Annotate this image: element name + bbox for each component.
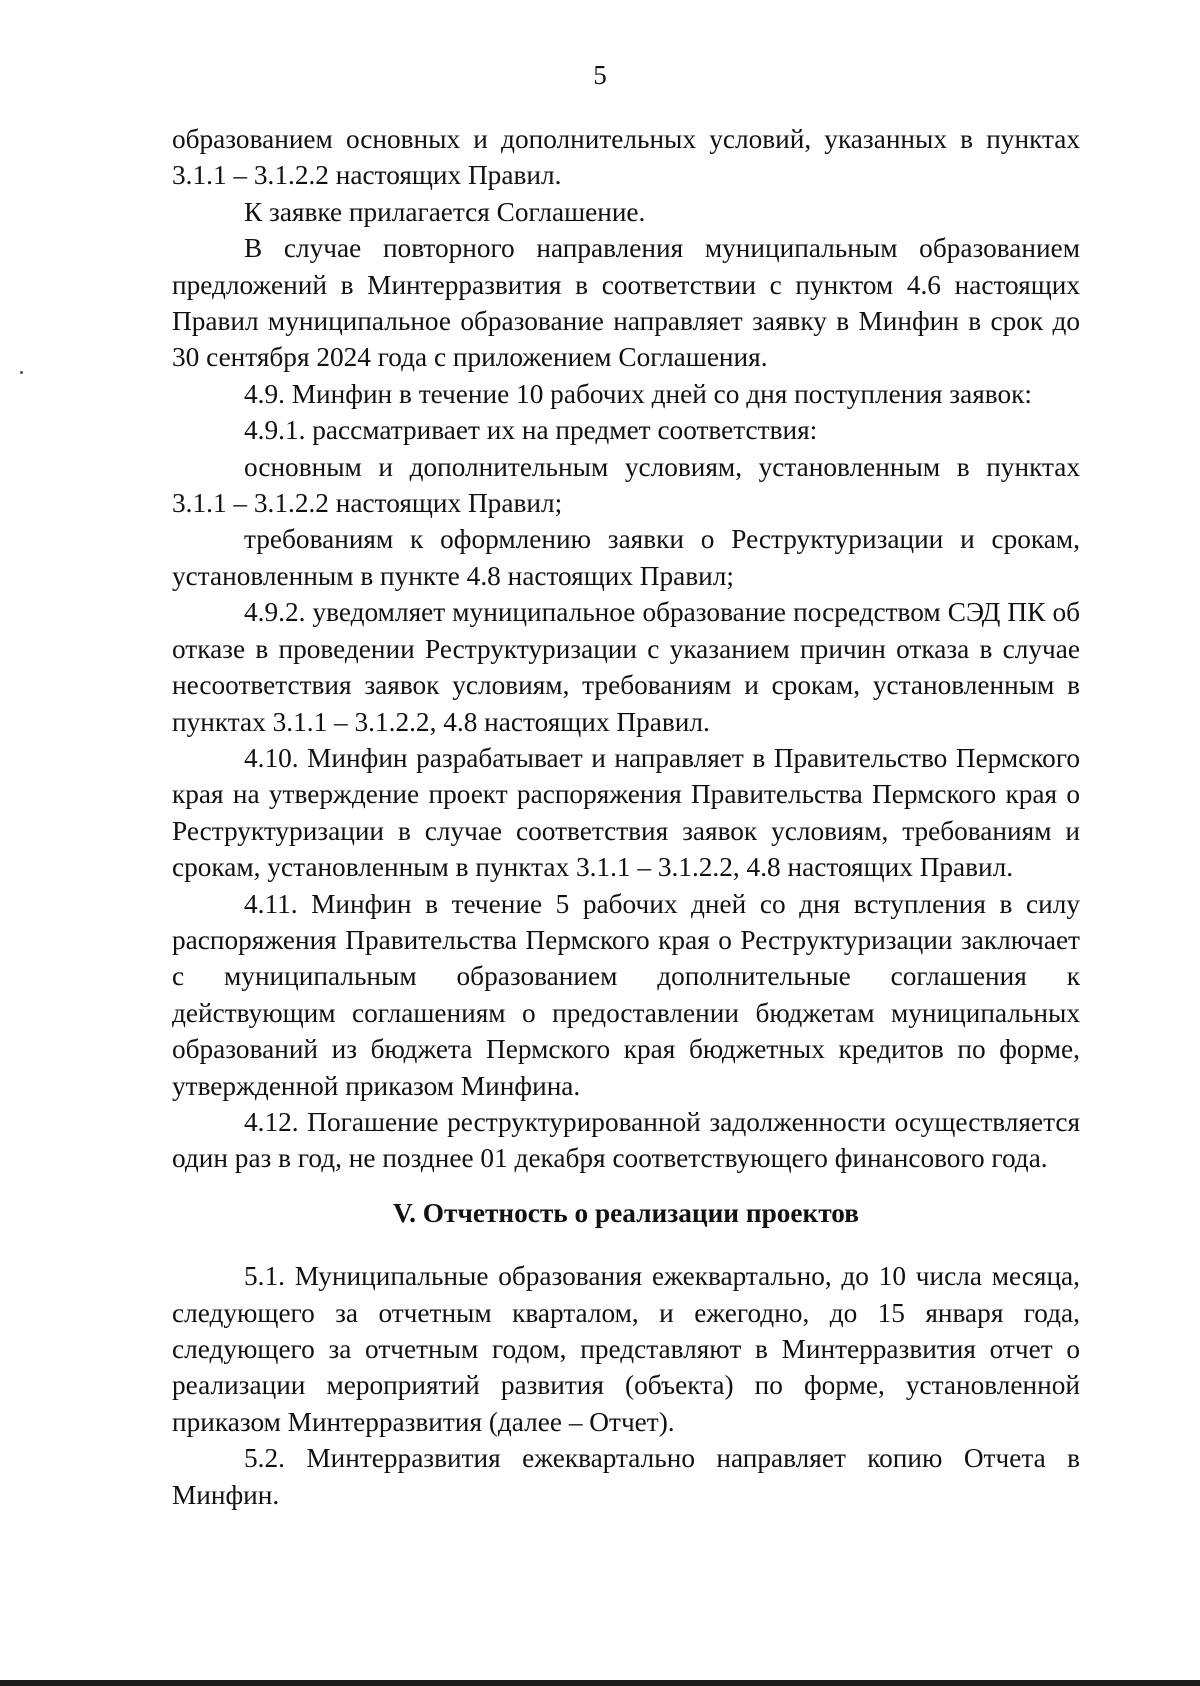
paragraph: требованиям к оформлению заявки о Реструктуризации и срокам, установленным в пункте 4.8 настоящих Правил; [172, 524, 1080, 591]
paragraph: В случае повторного направления муниципальным образованием предложений в Минтерразвития в соответствии с пунктом 4.6 настоящих Правил муниципальное образование направляет заявку в Минфин в срок до 30 сентября 2024 года с приложением Соглашения. [172, 233, 1080, 373]
clause-4-11: 4.11. Минфин в течение 5 рабочих дней со дня вступления в силу распоряжения Правительства Пермского края о Реструктуризации заключает с муниципальным образованием дополнительные соглашения к действующим соглашениям о предоставлении бюджетам муниципальных образований из бюджета Пермского края бюджетных кредитов по форме, утвержденной приказом Минфина. [172, 888, 1080, 1101]
page-number: 5 [593, 60, 607, 90]
scan-bottom-edge [0, 1680, 1200, 1686]
clause-4-9-2: 4.9.2. уведомляет муниципальное образование посредством СЭД ПК об отказе в проведении Реструктуризации с указанием причин отказа в случае несоответствия заявок условиям, требованиям и срокам, установленным в пунктах 3.1.1 – 3.1.2.2, 4.8 настоящих Правил. [172, 597, 1080, 737]
scan-speck [20, 371, 23, 374]
clause-5-2: 5.2. Минтерразвития ежеквартально направляет копию Отчета в Минфин. [172, 1443, 1080, 1510]
clause-4-9-1: 4.9.1. рассматривает их на предмет соответствия: [244, 415, 818, 446]
clause-4-9: 4.9. Минфин в течение 10 рабочих дней со дня поступления заявок: [244, 378, 1032, 409]
document-body [172, 121, 1080, 1513]
paragraph: образованием основных и дополнительных условий, указанных в пунктах 3.1.1 – 3.1.2.2 настоящих Правил. [172, 124, 1080, 191]
clause-4-10: 4.10. Минфин разрабатывает и направляет в Правительство Пермского края на утверждение проект распоряжения Правительства Пермского края о Реструктуризации в случае соответствия заявок условиям, требованиям и срокам, установленным в пунктах 3.1.1 – 3.1.2.2, 4.8 настоящих Правил. [172, 742, 1080, 883]
section-heading: V. Отчетность о реализации проектов [392, 1197, 860, 1228]
clause-5-1: 5.1. Муниципальные образования ежеквартально, до 10 числа месяца, следующего за отчетным кварталом, и ежегодно, до 15 января года, следующего за отчетным годом, представляют в Минтерразвития отчет о реализации мероприятий развития (объекта) по форме, установленной приказом Минтерразвития (далее – Отчет). [172, 1261, 1080, 1437]
paragraph: К заявке прилагается Соглашение. [244, 196, 646, 227]
paragraph: основным и дополнительным условиям, установленным в пунктах 3.1.1 – 3.1.2.2 настоящих Правил; [172, 451, 1080, 519]
clause-4-12: 4.12. Погашение реструктурированной задолженности осуществляется один раз в год, не позднее 01 декабря соответствующего финансового года. [172, 1106, 1080, 1174]
